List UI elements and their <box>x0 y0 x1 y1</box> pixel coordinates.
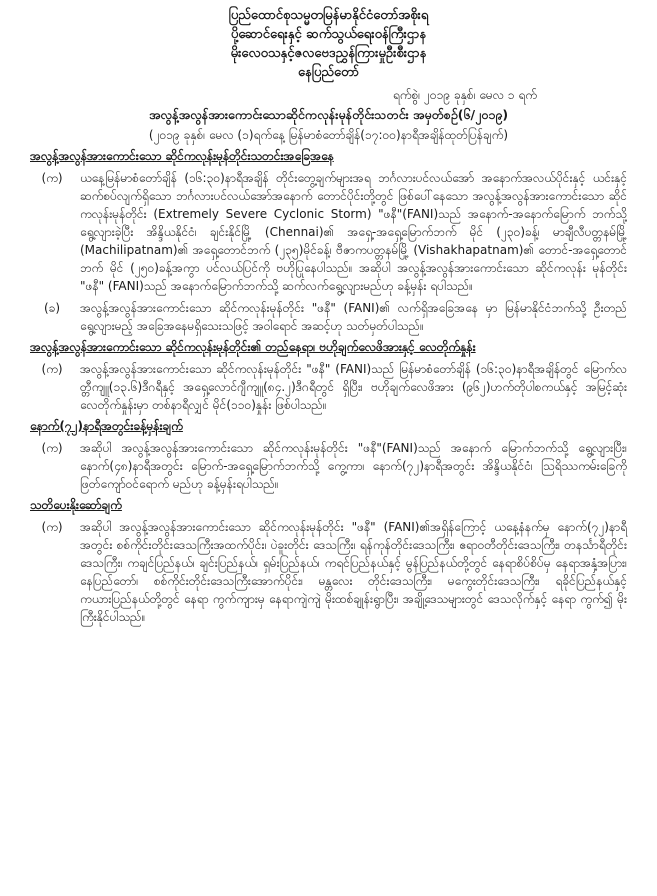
document-header <box>30 6 627 82</box>
paragraph-marker: (က) <box>41 441 63 455</box>
government-name: ပြည်ထောင်စုသမ္မတမြန်မာနိုင်ငံတော်အစိုးရ <box>228 8 429 23</box>
section-heading-situation: အလွန့်အလွန်အားကောင်းသော ဆိုင်ကလုန်းမုန်တိုင်းသတင်းအခြေအနေ <box>30 149 334 163</box>
paragraph-marker: (ခ) <box>43 301 61 315</box>
paragraph-text: အလွန့်အလွန်အားကောင်းသော ဆိုင်ကလုန်းမုန်တိုင်း "ဖနီ" (FANI)သည် မြန်မာစံတော်ချိန် (၁၆:၃၀)နာရီအချိန်တွင် မြောက်လတ္တီကျူ(၁၃.၆)ဒီဂရီနှင့် အရှေ့လောင်ဂျီကျူ(၈၄.၂)ဒီဂရီတွင် ရှိပြီး၊ ဗဟိုချက်လေဖိအား (၉၆၂)ဟက်တိုပါစကယ်နှင့် အမြင့်ဆုံးလေတိုက်နှုန်းမှာ တစ်နာရီလျှင် မိုင်(၁၁၀)နှုန်း ဖြစ်ပါသည်။ <box>80 362 627 412</box>
location-name: နေပြည်တော် <box>297 65 359 80</box>
paragraph-text: အဆိုပါ အလွန့်အလွန်အားကောင်းသော ဆိုင်ကလုန်းမုန်တိုင်း "ဖနီ" (FANI)၏အရှိန်ကြောင့် ယနေ့နံနက်မှ နောက်(၇၂)နာရီအတွင်း စစ်ကိုင်းတိုင်းဒေသကြီးအထက်ပိုင်း၊ ပဲခူးတိုင်း ဒေသကြီး၊ ရန်ကုန်တိုင်းဒေသကြီး၊ ဧရာဝတီတိုင်းဒေသကြီး၊ တနင်္သာရီတိုင်းဒေသကြီး၊ ကချင်ပြည်နယ်၊ ချင်းပြည်နယ်၊ ရှမ်းပြည်နယ်၊ ကရင်ပြည်နယ်နှင့် မွန်ပြည်နယ်တို့တွင် နေရာစိပ်စိပ်မှ နေရာအနှံ့အပြား၊ နေပြည်တော်၊ စစ်ကိုင်းတိုင်းဒေသကြီးအောက်ပိုင်း၊ မန္တလေး တိုင်းဒေသကြီး၊ မကွေးတိုင်းဒေသကြီး၊ ရခိုင်ပြည်နယ်နှင့် ကယားပြည်နယ်တို့တွင် နေရာ ကွက်ကျားမှ နေရာကျဲကျဲ မိုးထစ်ချုန်းရွာပြီး၊ အချို့ဒေသများတွင် ဒေသလိုက်နှင့် နေရာ ကွက်၍ မိုးကြီးနိုင်ပါသည်။ <box>80 520 627 624</box>
paragraph-text: ယနေ့မြန်မာစံတော်ချိန် (၁၆:၃၀)နာရီအချိန် တိုင်းတွေ့ချက်များအရ ဘင်္ဂလားပင်လယ်အော် အနောက်အလယ်ပိုင်းနှင့် ယင်းနှင့်ဆက်စပ်လျက်ရှိသော ဘင်္ဂလားပင်လယ်အော်အနောက် တောင်ပိုင်းတို့တွင် ဖြစ်ပေါ်နေသော အလွန့်အလွန်အားကောင်းသော ဆိုင်ကလုန်းမုန်တိုင်း (Extremely Severe Cyclonic Storm) "ဖနီ"(FANI)သည် အနောက်-အနောက်မြောက် ဘက်သို့ ရွေ့လျားခဲ့ပြီး အိန္ဒိယနိုင်ငံ၊ ချင်းနိုင်မြို့ (Chennai)၏ အရှေ့-အရှေ့မြောက်ဘက် မိုင် (၂၃၀)ခန့်၊ မာချီလီပတ္တနမ်မြို့ (Machilipatnam)၏ အရှေ့တောင်ဘက် (၂၃၅)မိုင်ခန့်၊ ဗီဇာကပတ္တနမ်မြို့ (Vishakhapatnam)၏ တောင်-အရှေ့တောင်ဘက် မိုင် (၂၅၀)ခန့်အကွာ ပင်လယ်ပြင်ကို ဗဟိုပြုနေပါသည်။ အဆိုပါ အလွန့်အလွန်အားကောင်းသော ဆိုင်ကလုန်း မုန်တိုင်း "ဖနီ" (FANI)သည် အနောက်မြောက်ဘက်သို့ ဆက်လက်ရွေ့လျားမည်ဟု ခန့်မှန်း ရပါသည်။ <box>80 171 627 293</box>
paragraph-item <box>30 169 627 295</box>
paragraph-text: အလွန့်အလွန်အားကောင်းသော ဆိုင်ကလုန်းမုန်တိုင်း "ဖနီ" (FANI)၏ လက်ရှိအခြေအနေ မှာ မြန်မာနိုင်ငံဘက်သို့ ဦးတည်ရွေ့လျားမည့် အခြေအနေမရှိသေးသဖြင့် အဝါရောင် အဆင့်ဟု သတ်မှတ်ပါသည်။ <box>80 301 627 333</box>
paragraph-item <box>30 518 627 626</box>
paragraph-marker: (က) <box>41 520 63 534</box>
department-name: မိုးလေဝသနှင့်ဇလဗေဒညွှန်ကြားမှုဦးစီးဌာန <box>230 46 427 61</box>
ministry-name: ပို့ဆောင်ရေးနှင့် ဆက်သွယ်ရေးဝန်ကြီးဌာန <box>230 27 427 42</box>
paragraph-item <box>30 439 627 493</box>
paragraph-item <box>30 299 627 335</box>
paragraph-item <box>30 360 627 414</box>
paragraph-text: အဆိုပါ အလွန့်အလွန်အားကောင်းသော ဆိုင်ကလုန်းမုန်တိုင်း "ဖနီ"(FANI)သည် အနောက် မြောက်ဘက်သို့ ရွေ့လျားပြီး၊ နောက်(၄၈)နာရီအတွင်း မြောက်-အရှေ့မြောက်ဘက်သို့ ကွေ့ကာ၊ နောက်(၇၂)နာရီအတွင်း အိန္ဒိယနိုင်ငံ၊ ဩရိဿကမ်းခြေကို ဖြတ်ကျော်ဝင်ရောက် မည်ဟု ခန့်မှန်းရပါသည်။ <box>80 441 627 491</box>
paragraph-marker: (က) <box>41 171 63 185</box>
issue-date: ရက်စွဲ၊ ၂၀၁၉ ခုနှစ်၊ မေလ ၁ ရက် <box>392 88 537 102</box>
bulletin-subtitle: (၂၀၁၉ ခုနှစ်၊ မေလ (၁)ရက်နေ့ မြန်မာစံတော်ချိန်(၁၇:၀၀)နာရီအချိန်ထုတ်ပြန်ချက်) <box>148 128 509 142</box>
paragraph-marker: (က) <box>41 362 63 376</box>
section-heading-warning: သတိပေးနိုးဆော်ချက် <box>30 498 122 512</box>
section-heading-position: အလွန့်အလွန်အားကောင်းသော ဆိုင်ကလုန်းမုန်တိုင်း၏ တည်နေရာ၊ ဗဟိုချက်လေဖိအားနှင့် လေတိုက်နှုန်း <box>30 340 476 354</box>
section-heading-forecast: နောက်(၇၂)နာရီအတွင်းခန့်မှန်းချက် <box>30 419 183 433</box>
bulletin-title: အလွန့်အလွန်အားကောင်းသောဆိုင်ကလုန်းမုန်တိုင်းသတင်း အမှတ်စဉ်(၆/၂၀၁၉) <box>148 107 509 122</box>
